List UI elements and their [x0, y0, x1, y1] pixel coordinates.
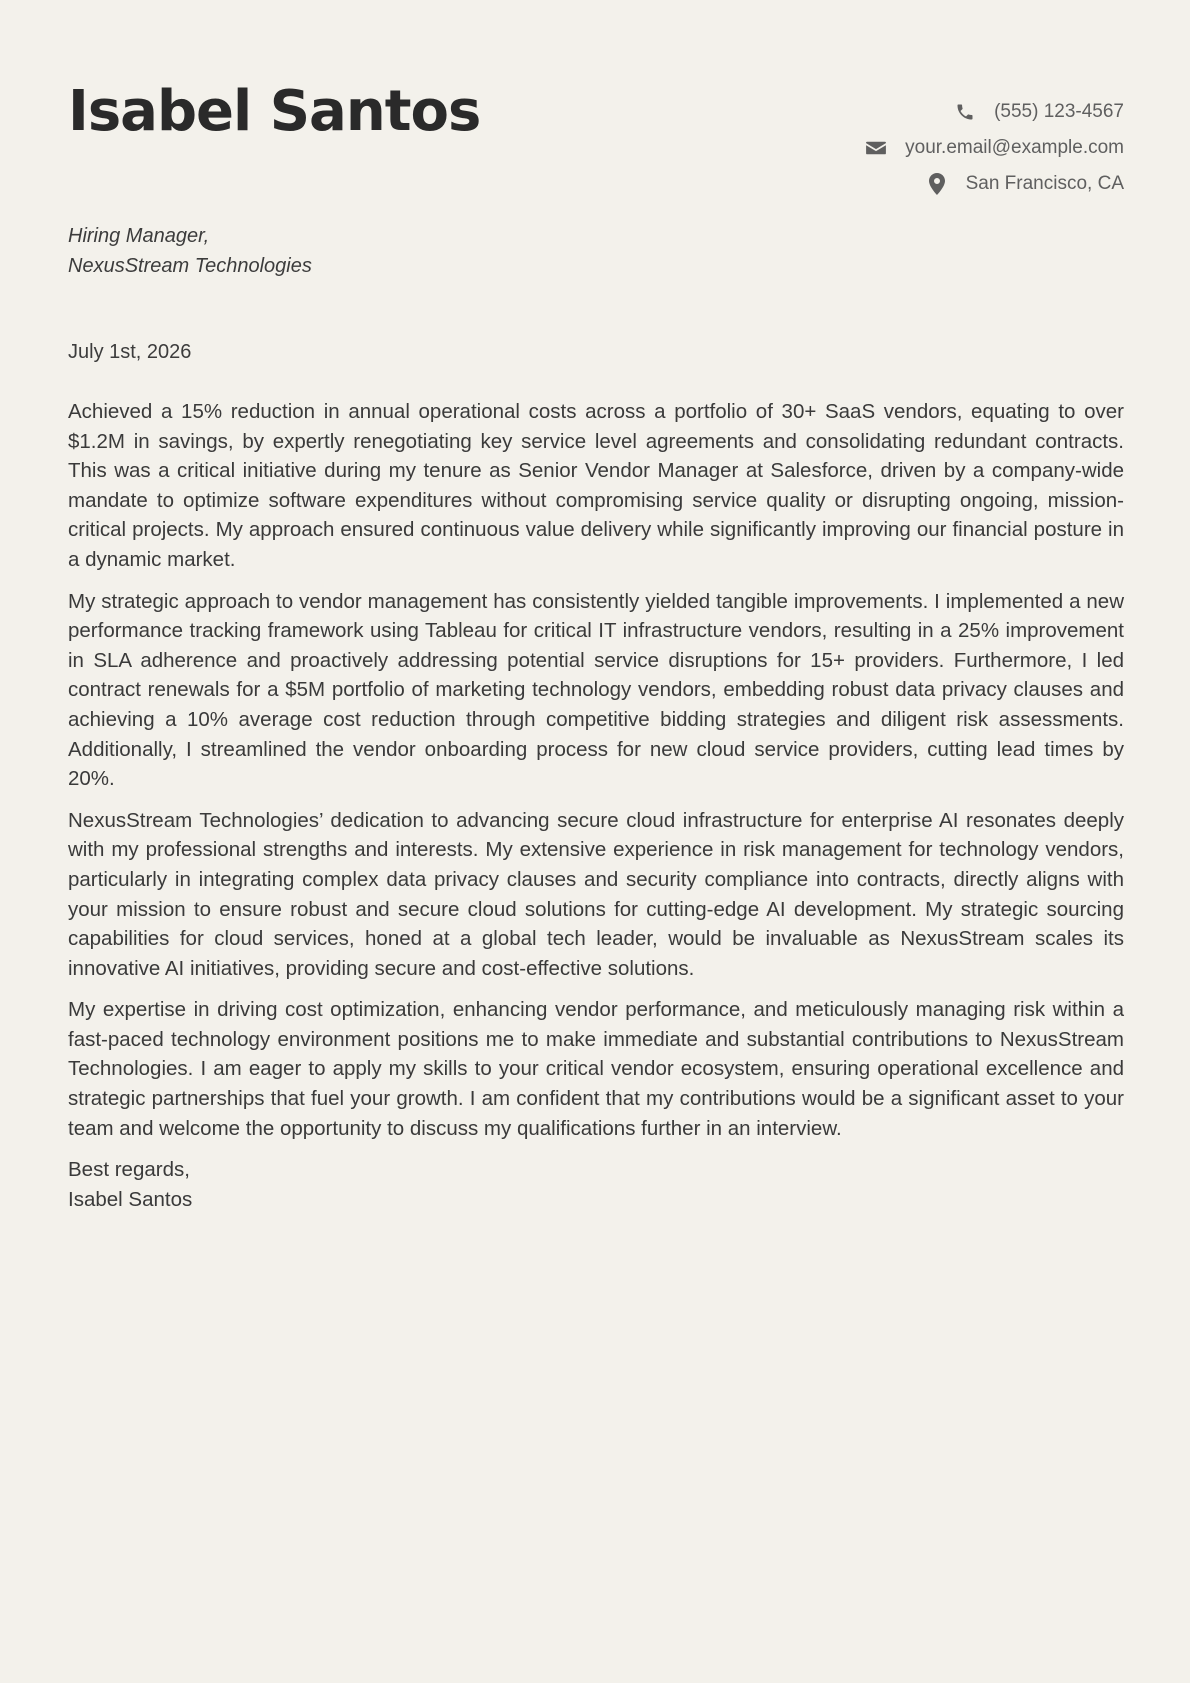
contact-info [865, 94, 1124, 202]
body-paragraph-3: NexusStream Technologies’ dedication to advancing secure cloud infrastructure for enterprise AI resonates deeply with my professional strengths and interests. My extensive experience in risk management for technology vendors, particularly in integrating complex data privacy clauses and security compliance into contracts, directly aligns with your mission to ensure robust and secure cloud solutions for cutting-edge AI development. My strategic sourcing capabilities for cloud services, honed at a global tech leader, would be invaluable as NexusStream scales its innovative AI initiatives, providing secure and cost-effective solutions. [68, 808, 1124, 980]
letter-body [68, 397, 1124, 1143]
contact-email [865, 130, 1124, 166]
location-text: San Francisco, CA [965, 173, 1124, 194]
letter-header [68, 0, 1124, 205]
email-text: your.email@example.com [905, 137, 1124, 158]
recipient-company: NexusStream Technologies [68, 255, 312, 277]
contact-phone [865, 94, 1124, 130]
closing-block [68, 1155, 1124, 1214]
phone-text: (555) 123-4567 [994, 101, 1124, 122]
phone-icon [954, 101, 976, 123]
letter-date: July 1st, 2026 [68, 341, 192, 363]
body-paragraph-2: My strategic approach to vendor management has consistently yielded tangible improvements. I implemented a new performance tracking framework using Tableau for critical IT infrastructure vendors, resulting in a 25% improvement in SLA adherence and proactively addressing potential service disruptions for 15+ providers. Furthermore, I led contract renewals for a $5M portfolio of marketing technology vendors, embedding robust data privacy clauses and achieving a 10% average cost reduction through competitive bidding strategies and diligent risk assessments. Additionally, I streamlined the vendor onboarding process for new cloud service providers, cutting lead times by 20%. [68, 589, 1124, 791]
body-paragraph-1: Achieved a 15% reduction in annual operational costs across a portfolio of 30+ SaaS vendors, equating to over $1.2M in savings, by expertly renegotiating key service level agreements and consolidating redundant contracts. This was a critical initiative during my tenure as Senior Vendor Manager at Salesforce, driven by a company-wide mandate to optimize software expenditures without compromising service quality or disrupting ongoing, mission-critical projects. My approach ensured continuous value delivery while significantly improving our financial posture in a dynamic market. [68, 400, 1124, 571]
cover-letter-page [68, 0, 1124, 1683]
envelope-icon [865, 137, 887, 159]
recipient-block [68, 221, 1124, 281]
map-pin-icon [926, 173, 948, 195]
closing-signature: Isabel Santos [68, 1187, 193, 1211]
recipient-title: Hiring Manager, [68, 225, 210, 247]
applicant-name: Isabel Santos [68, 79, 481, 144]
body-paragraph-4: My expertise in driving cost optimization, enhancing vendor performance, and meticulously managing risk within a fast-paced technology environment positions me to make immediate and substantial contributions to NexusStream Technologies. I am eager to apply my skills to your critical vendor ecosystem, ensuring operational excellence and strategic partnerships that fuel your growth. I am confident that my contributions would be a significant asset to your team and welcome the opportunity to discuss my qualifications further in an interview. [68, 998, 1124, 1140]
closing-salutation: Best regards, [68, 1158, 190, 1182]
contact-location [865, 166, 1124, 202]
